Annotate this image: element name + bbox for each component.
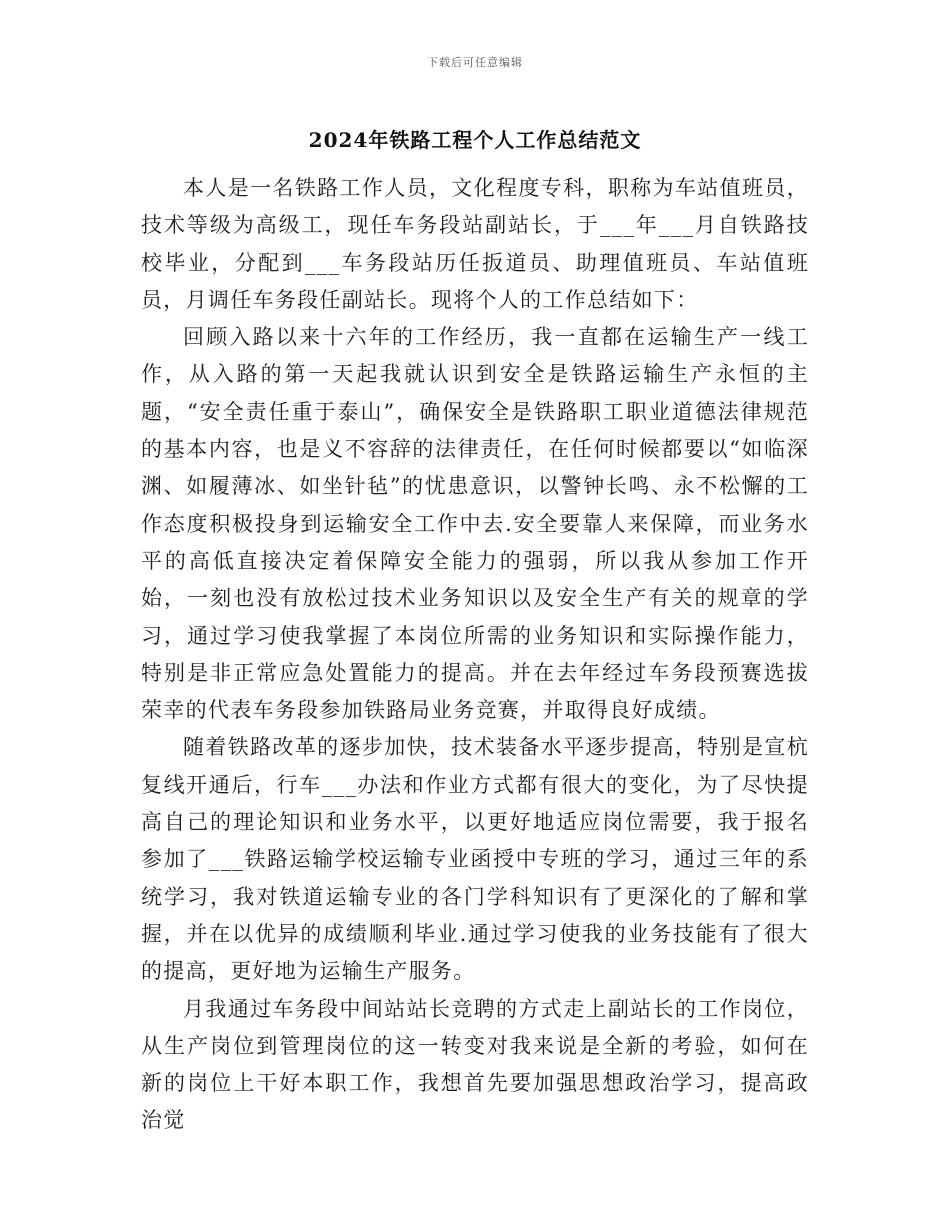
paragraph-safety-review: 回顾入路以来十六年的工作经历，我一直都在运输生产一线工作，从入路的第一天起我就认识到安全是铁路运输生产永恒的主题，“安全责任重于泰山”，确保安全是铁路职工职业道德法律规范的基本内容，也是义不容辞的法律责任，在任何时候都要以“如临深渊、如履薄冰、如坐针毡”的忧患意识，以警钟长鸣、永不松懈的工作态度积极投身到运输安全工作中去.安全要靠人来保障，而业务水平的高低直接决定着保障安全能力的强弱，所以我从参加工作开始，一刻也没有放松过技术业务知识以及安全生产有关的规章的学习，通过学习使我掌握了本岗位所需的业务知识和实际操作能力，特别是非正常应急处置能力的提高。并在去年经过车务段预赛选拔荣幸的代表车务段参加铁路局业务竞赛，并取得良好成绩。 bbox=[141, 325, 809, 723]
page-header-note: 下载后可任意编辑 bbox=[427, 56, 523, 69]
document-body bbox=[141, 170, 809, 1140]
document-title: 2024年铁路工程个人工作总结范文 bbox=[308, 128, 642, 152]
paragraph-intro: 本人是一名铁路工作人员，文化程度专科，职称为车站值班员，技术等级为高级工，现任车务段站副站长，于___年___月自铁路技校毕业，分配到___车务段站历任扳道员、助理值班员、车站值班员，月调任车务段任副站长。现将个人的工作总结如下： bbox=[141, 176, 809, 312]
paragraph-education: 随着铁路改革的逐步加快，技术装备水平逐步提高，特别是宣杭复线开通后，行车___办法和作业方式都有很大的变化，为了尽快提高自己的理论知识和业务水平，以更好地适应岗位需要，我于报名参加了___铁路运输学校运输专业函授中专班的学习，通过三年的系统学习，我对铁道运输专业的各门学科知识有了更深化的了解和掌握，并在以优异的成绩顺利毕业.通过学习使我的业务技能有了很大的提高，更好地为运输生产服务。 bbox=[141, 735, 809, 984]
paragraph-promotion: 月我通过车务段中间站站长竞聘的方式走上副站长的工作岗位，从生产岗位到管理岗位的这一转变对我来说是全新的考验，如何在新的岗位上干好本职工作，我想首先要加强思想政治学习，提高政治觉 bbox=[141, 996, 809, 1133]
